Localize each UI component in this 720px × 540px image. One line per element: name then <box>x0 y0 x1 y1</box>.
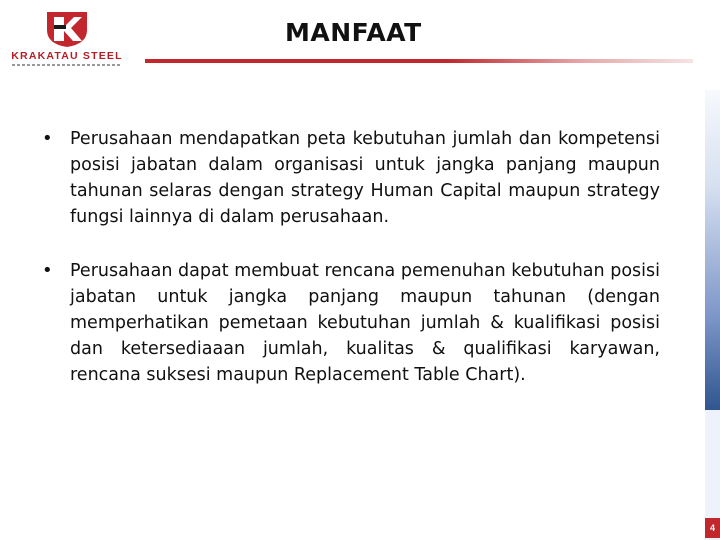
bullet-list <box>40 126 660 388</box>
company-name: KRAKATAU STEEL <box>11 50 123 62</box>
bullet-text: Perusahaan dapat membuat rencana pemenuhan kebutuhan posisi jabatan untuk jangka panjang maupun tahunan (dengan memperhatikan pemetaan kebutuhan jumlah & kualifikasi posisi dan ketersediaaan jumlah, kualitas & qualifikasi karyawan, rencana suksesi maupun Replacement Table Chart). <box>70 261 660 385</box>
title-divider <box>145 59 693 63</box>
slide-title: MANFAAT <box>285 18 422 47</box>
bullet-text: Perusahaan mendapatkan peta kebutuhan jumlah dan kompetensi posisi jabatan dalam organisasi untuk jangka panjang maupun tahunan selaras dengan strategy Human Capital maupun strategy fungsi lainnya di dalam perusahaan. <box>70 129 660 227</box>
bullet-icon: • <box>42 260 53 281</box>
krakatau-steel-emblem-icon <box>45 10 89 48</box>
company-logo <box>8 10 126 70</box>
side-accent-bar <box>705 90 720 410</box>
bullet-icon: • <box>42 128 53 149</box>
logo-tagline-line <box>12 64 122 66</box>
list-item <box>40 258 660 388</box>
page-number: 4 <box>705 518 720 538</box>
list-item <box>40 126 660 230</box>
